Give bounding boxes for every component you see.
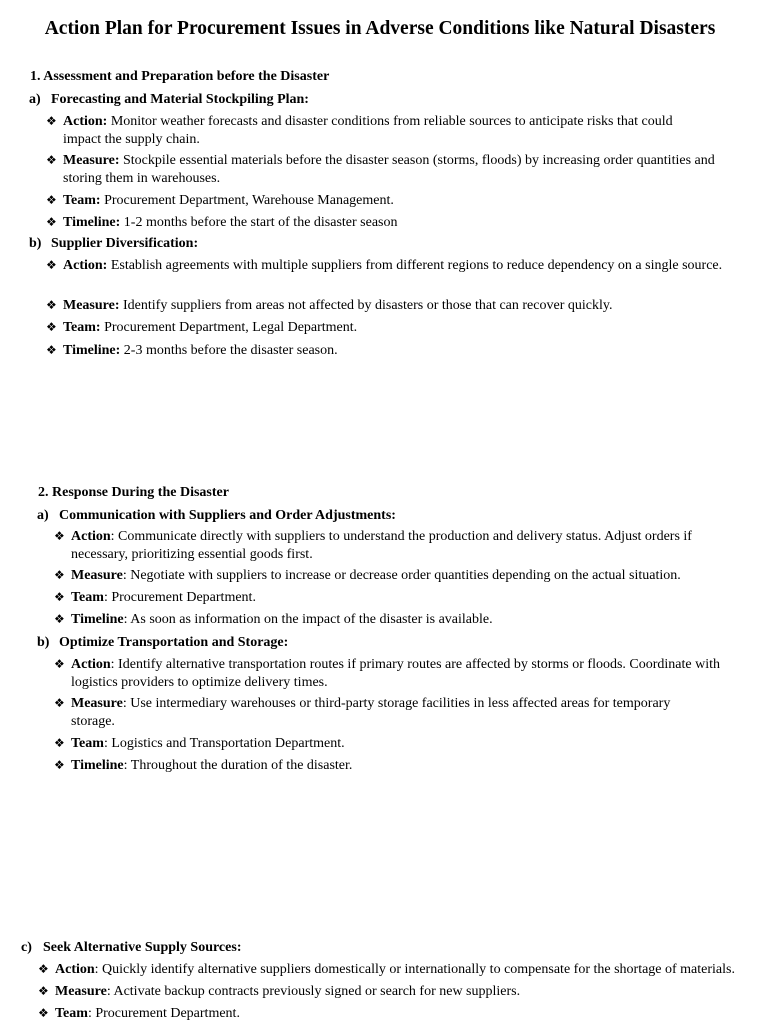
- item-key: Measure: [71, 568, 123, 583]
- item-text: : Procurement Department.: [87, 1006, 240, 1021]
- item-key: Timeline: [71, 758, 124, 773]
- item-key: Measure:: [63, 298, 120, 313]
- section-1a-heading: [29, 91, 309, 109]
- item-text: Procurement Department, Legal Department.: [100, 320, 358, 335]
- item-key: Team:: [63, 193, 101, 208]
- item-key: Team: [71, 736, 104, 751]
- item-text: Monitor weather forecasts and disaster conditions from reliable sources to anticipate risks that could impact the supply chain.: [63, 114, 673, 147]
- item-text: 1-2 months before the start of the disaster season: [120, 215, 398, 230]
- item-text: Identify suppliers from areas not affected by disasters or those that can recover quickly.: [119, 298, 613, 313]
- list-item: [38, 1005, 735, 1023]
- section-2c-label: Seek Alternative Supply Sources:: [43, 940, 242, 955]
- item-text: : Activate backup contracts previously signed or search for new suppliers.: [106, 984, 521, 999]
- item-text: : Identify alternative transportation routes if primary routes are affected by storms or floods. Coordinate with logistics providers to optimize delivery times.: [71, 657, 721, 690]
- section-2a-letter: a): [37, 508, 49, 523]
- list-item: [46, 297, 743, 315]
- diamond-bullet-icon: ❖: [54, 696, 65, 710]
- section-1a-letter: a): [29, 92, 41, 107]
- section-2b-heading: [37, 634, 288, 652]
- section-2b-letter: b): [37, 635, 50, 650]
- item-key: Action:: [63, 114, 108, 129]
- item-key: Team: [71, 590, 104, 605]
- section-2a-label: Communication with Suppliers and Order Adjustments:: [59, 508, 396, 523]
- section-2-heading: 2. Response During the Disaster: [38, 485, 229, 500]
- list-item: [38, 961, 760, 979]
- item-text: Stockpile essential materials before the disaster season (storms, floods) by increasing order quantities and storing them in warehouses.: [63, 153, 715, 186]
- item-key: Measure: [71, 696, 123, 711]
- item-key: Measure: [55, 984, 107, 999]
- list-item: [54, 735, 731, 753]
- diamond-bullet-icon: ❖: [54, 657, 65, 671]
- list-item: [54, 567, 731, 585]
- item-key: Measure:: [63, 153, 120, 168]
- item-text: : Throughout the duration of the disaster.: [123, 758, 353, 773]
- list-item: [54, 611, 731, 629]
- diamond-bullet-icon: ❖: [38, 1006, 49, 1020]
- section-1b-label: Supplier Diversification:: [51, 236, 199, 251]
- item-text: : Quickly identify alternative suppliers domestically or internationally to compensate for the shortage of materials.: [94, 962, 735, 977]
- item-key: Action: [71, 529, 111, 544]
- diamond-bullet-icon: ❖: [54, 568, 65, 582]
- diamond-bullet-icon: ❖: [46, 193, 57, 207]
- diamond-bullet-icon: ❖: [46, 320, 57, 334]
- list-item: [46, 192, 723, 210]
- item-text: : Negotiate with suppliers to increase or decrease order quantities depending on the actual situation.: [122, 568, 681, 583]
- diamond-bullet-icon: ❖: [46, 153, 57, 167]
- diamond-bullet-icon: ❖: [54, 590, 65, 604]
- document-title: Action Plan for Procurement Issues in Adverse Conditions like Natural Disasters: [44, 18, 716, 39]
- list-item: [38, 983, 735, 1001]
- item-key: Team: [55, 1006, 88, 1021]
- item-key: Action:: [63, 258, 108, 273]
- diamond-bullet-icon: ❖: [54, 612, 65, 626]
- diamond-bullet-icon: ❖: [38, 962, 49, 976]
- list-item: [54, 589, 731, 607]
- item-text: 2-3 months before the disaster season.: [120, 343, 338, 358]
- diamond-bullet-icon: ❖: [54, 736, 65, 750]
- section-2a-heading: [37, 507, 396, 525]
- list-item: [54, 528, 721, 564]
- item-key: Timeline:: [63, 215, 121, 230]
- section-1-heading: 1. Assessment and Preparation before the Disaster: [30, 69, 330, 84]
- section-1b-letter: b): [29, 236, 42, 251]
- item-text: : As soon as information on the impact of the disaster is available.: [123, 612, 493, 627]
- list-item: [54, 757, 731, 775]
- section-2b-label: Optimize Transportation and Storage:: [59, 635, 289, 650]
- diamond-bullet-icon: ❖: [46, 114, 57, 128]
- diamond-bullet-icon: ❖: [54, 529, 65, 543]
- section-1a-label: Forecasting and Material Stockpiling Plan:: [51, 92, 309, 107]
- item-text: Establish agreements with multiple suppliers from different regions to reduce dependency on a single source.: [107, 258, 723, 273]
- list-item: [54, 695, 701, 731]
- item-key: Timeline:: [63, 343, 121, 358]
- item-text: : Procurement Department.: [103, 590, 256, 605]
- section-2c-heading: [21, 939, 241, 957]
- item-text: : Logistics and Transportation Department.: [103, 736, 345, 751]
- diamond-bullet-icon: ❖: [46, 215, 57, 229]
- item-key: Action: [55, 962, 95, 977]
- item-text: Procurement Department, Warehouse Management.: [100, 193, 394, 208]
- diamond-bullet-icon: ❖: [46, 258, 57, 272]
- item-key: Action: [71, 657, 111, 672]
- diamond-bullet-icon: ❖: [38, 984, 49, 998]
- list-item: [46, 113, 713, 149]
- diamond-bullet-icon: ❖: [54, 758, 65, 772]
- item-key: Timeline: [71, 612, 124, 627]
- section-1b-heading: [29, 235, 198, 253]
- list-item: [46, 342, 723, 360]
- diamond-bullet-icon: ❖: [46, 298, 57, 312]
- list-item: [46, 257, 723, 275]
- list-item: [54, 656, 726, 692]
- list-item: [46, 214, 723, 232]
- item-text: : Communicate directly with suppliers to understand the production and delivery status. Adjust orders if necessary, prioritizing essential goods first.: [71, 529, 692, 562]
- item-key: Team:: [63, 320, 101, 335]
- list-item: [46, 319, 723, 337]
- item-text: : Use intermediary warehouses or third-party storage facilities in less affected areas for temporary storage.: [71, 696, 671, 729]
- list-item: [46, 152, 723, 188]
- section-2c-letter: c): [21, 940, 32, 955]
- diamond-bullet-icon: ❖: [46, 343, 57, 357]
